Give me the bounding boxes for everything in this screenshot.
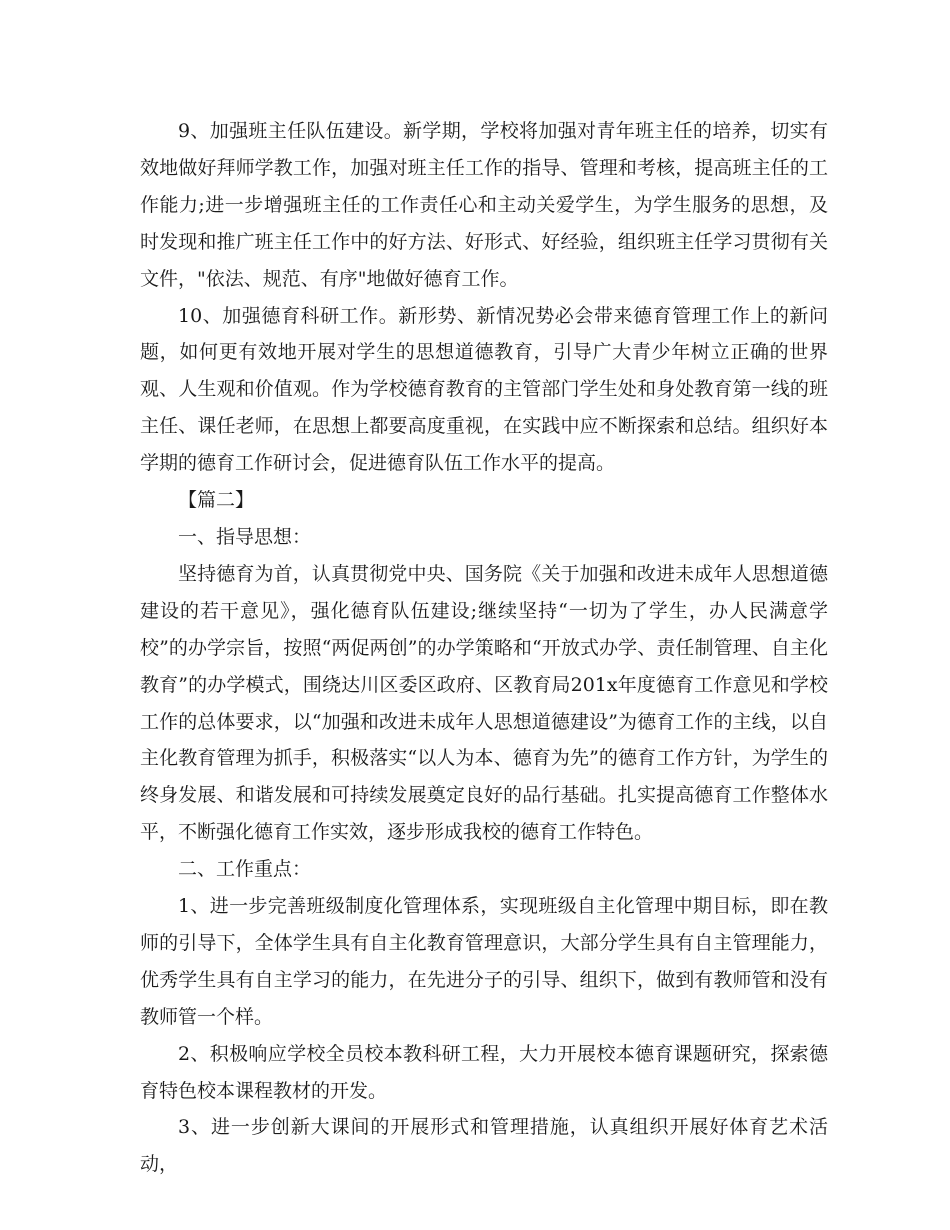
paragraph-focus-3: 3、进一步创新大课间的开展形式和管理措施，认真组织开展好体育艺术活动，	[140, 1116, 828, 1176]
paragraph-item-9-class-teacher: 9、加强班主任队伍建设。新学期，学校将加强对青年班主任的培养，切实有效地做好拜师学教工作，加强对班主任工作的指导、管理和考核，提高班主任的工作能力;进一步增强班主任的工作责任心和主动关爱学生，为学生服务的思想，及时发现和推广班主任工作中的好方法、好形式、好经验，组织班主任学习贯彻有关文件，"依法、规范、有序"地做好德育工作。	[140, 120, 828, 290]
section-heading-work-focus: 二、工作重点：	[178, 858, 312, 881]
section-heading-guiding-ideology: 一、指导思想：	[178, 525, 312, 548]
section-heading-part-two: 【篇二】	[178, 489, 255, 512]
document-body	[140, 113, 828, 1183]
paragraph-item-10-moral-research: 10、加强德育科研工作。新形势、新情况势必会带来德育管理工作上的新问题，如何更有效地开展对学生的思想道德教育，引导广大青少年树立正确的世界观、人生观和价值观。作为学校德育教育的主管部门学生处和身处教育第一线的班主任、课任老师，在思想上都要高度重视，在实践中应不断探索和总结。组织好本学期的德育工作研讨会，促进德育队伍工作水平的提高。	[140, 304, 828, 475]
paragraph-focus-2: 2、积极响应学校全员校本教科研工程，大力开展校本德育课题研究，探索德育特色校本课程教材的开发。	[140, 1042, 828, 1102]
paragraph-focus-1: 1、进一步完善班级制度化管理体系，实现班级自主化管理中期目标，即在教师的引导下，全体学生具有自主化教育管理意识，大部分学生具有自主管理能力，优秀学生具有自主学习的能力，在先进分子的引导、组织下，做到有教师管和没有教师管一个样。	[140, 895, 828, 1028]
paragraph-guiding-ideology: 坚持德育为首，认真贯彻党中央、国务院《关于加强和改进未成年人思想道德建设的若干意见》，强化德育队伍建设;继续坚持“一切为了学生，办人民满意学校”的办学宗旨，按照“两促两创”的办学策略和“开放式办学、责任制管理、自主化教育”的办学模式，围绕达川区委区政府、区教育局201x年度德育工作意见和学校工作的总体要求，以“加强和改进未成年人思想道德建设”为德育工作的主线，以自主化教育管理为抓手，积极落实“以人为本、德育为先”的德育工作方针，为学生的终身发展、和谐发展和可持续发展奠定良好的品行基础。扎实提高德育工作整体水平，不断强化德育工作实效，逐步形成我校的德育工作特色。	[140, 562, 828, 844]
